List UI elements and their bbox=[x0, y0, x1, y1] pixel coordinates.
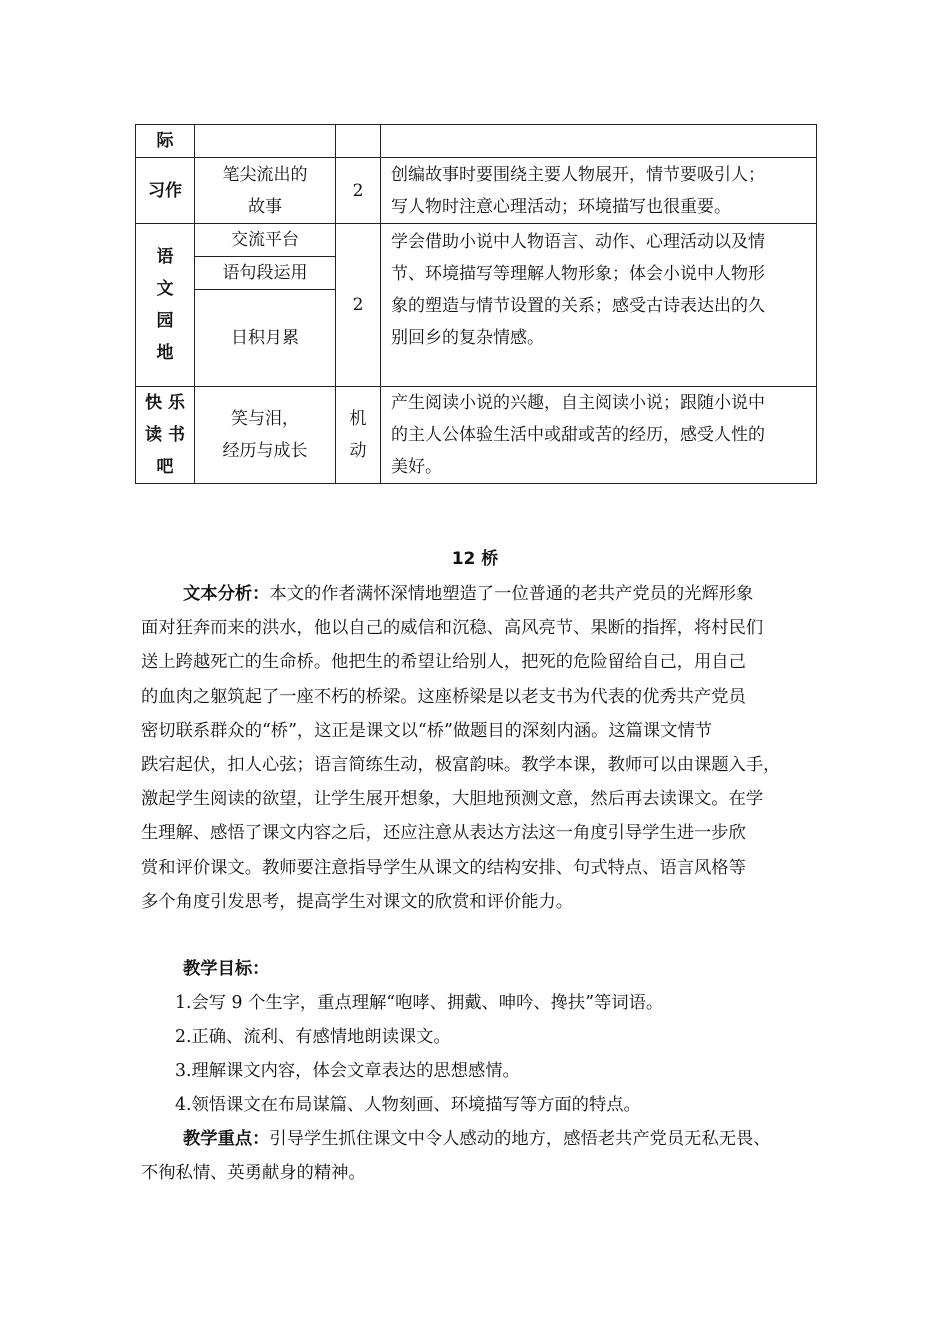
analysis-line bbox=[141, 577, 813, 611]
item-cell bbox=[195, 125, 336, 158]
analysis-line: 赏和评价课文。教师要注意指导学生从课文的结构安排、句式特点、语言风格等 bbox=[141, 857, 746, 878]
category-line: 读 书 bbox=[145, 425, 185, 445]
item-cell bbox=[195, 158, 336, 224]
goal-line: 产生阅读小说的兴趣，自主阅读小说；跟随小说中 bbox=[391, 393, 765, 413]
table-row bbox=[136, 387, 817, 484]
item-cell bbox=[195, 387, 336, 484]
goal-cell bbox=[381, 125, 817, 158]
analysis-line: 的血肉之躯筑起了一座不朽的桥梁。这座桥梁是以老支书为代表的优秀共产党员 bbox=[141, 686, 746, 707]
analysis-label: 文本分析： bbox=[183, 584, 270, 604]
goal-line: 别回乡的复杂情感。 bbox=[391, 328, 544, 348]
key-points bbox=[141, 1122, 813, 1190]
goal-item: 4.领悟课文在布局谋篇、人物刻画、环境描写等方面的特点。 bbox=[175, 1095, 641, 1115]
goals-heading: 教学目标： bbox=[183, 959, 270, 979]
category-char: 语 bbox=[156, 247, 174, 267]
hours-cell bbox=[336, 387, 381, 484]
analysis-line: 面对狂奔而来的洪水，他以自己的威信和沉稳、高风亮节、果断的指挥，将村民们 bbox=[141, 618, 764, 639]
goal-line: 节、环境描写等理解人物形象；体会小说中人物形 bbox=[391, 264, 765, 284]
analysis-line: 多个角度引发思考，提高学生对课文的欣赏和评价能力。 bbox=[141, 891, 574, 912]
lesson-title: 12 桥 bbox=[451, 549, 499, 569]
goal-item: 2.正确、流利、有感情地朗读课文。 bbox=[175, 1027, 451, 1047]
item-line: 笔尖流出的 bbox=[222, 164, 308, 185]
category-text: 习作 bbox=[148, 180, 182, 201]
text-analysis bbox=[141, 577, 813, 919]
item-line: 故事 bbox=[248, 196, 282, 217]
hours-cell: 2 bbox=[336, 158, 381, 224]
analysis-line: 生理解、感悟了课文内容之后，还应注意从表达方法这一角度引导学生进一步欣 bbox=[141, 823, 746, 844]
curriculum-table bbox=[135, 124, 817, 484]
goal-line: 象的塑造与情节设置的关系；感受古诗表达出的久 bbox=[391, 296, 765, 316]
goal-item: 3.理解课文内容，体会文章表达的思想感情。 bbox=[175, 1061, 520, 1081]
key-line bbox=[141, 1122, 813, 1156]
goal-line: 美好。 bbox=[391, 457, 442, 477]
hours-cell: 2 bbox=[336, 224, 381, 387]
category-cell bbox=[136, 387, 195, 484]
table-row bbox=[136, 125, 817, 158]
category-char: 地 bbox=[156, 343, 174, 363]
analysis-line: 激起学生阅读的欲望，让学生展开想象，大胆地预测文意，然后再去读课文。在学 bbox=[141, 789, 764, 810]
category-cell bbox=[136, 224, 195, 387]
goal-line: 写人物时注意心理活动；环境描写也很重要。 bbox=[391, 196, 731, 217]
item-cell: 语句段运用 bbox=[195, 257, 336, 290]
goal-item: 1.会写 9 个生字，重点理解“咆哮、拥戴、呻吟、搀扶”等词语。 bbox=[175, 993, 664, 1013]
item-cell: 交流平台 bbox=[195, 224, 336, 257]
hours-line: 机 bbox=[349, 409, 367, 429]
category-char: 文 bbox=[156, 279, 174, 299]
category-char: 园 bbox=[156, 311, 174, 331]
item-cell: 日积月累 bbox=[195, 290, 336, 387]
goal-cell bbox=[381, 224, 817, 387]
category-cell bbox=[136, 125, 195, 158]
analysis-line: 跌宕起伏，扣人心弦；语言简练生动，极富韵味。教学本课，教师可以由课题入手， bbox=[141, 755, 781, 776]
analysis-line: 送上跨越死亡的生命桥。他把生的希望让给别人，把死的危险留给自己，用自己 bbox=[141, 652, 746, 673]
item-line: 笑与泪， bbox=[231, 409, 299, 429]
key-text: 引导学生抓住课文中令人感动的地方，感悟老共产党员无私无畏、 bbox=[269, 1129, 771, 1149]
category-line: 快 乐 bbox=[145, 393, 185, 413]
goal-line: 创编故事时要围绕主要人物展开，情节要吸引人； bbox=[391, 164, 765, 185]
analysis-text: 本文的作者满怀深情地塑造了一位普通的老共产党员的光辉形象 bbox=[269, 584, 754, 604]
hours-cell bbox=[336, 125, 381, 158]
table-row bbox=[136, 224, 817, 257]
goal-line: 的主人公体验生活中或甜或苦的经历，感受人性的 bbox=[391, 425, 765, 445]
goal-cell bbox=[381, 158, 817, 224]
item-line: 经历与成长 bbox=[222, 441, 308, 461]
goal-cell bbox=[381, 387, 817, 484]
category-text: 际 bbox=[156, 131, 174, 151]
goal-line: 学会借助小说中人物语言、动作、心理活动以及情 bbox=[391, 232, 765, 252]
key-label: 教学重点： bbox=[183, 1129, 270, 1149]
category-cell bbox=[136, 158, 195, 224]
hours-line: 动 bbox=[349, 441, 367, 461]
key-line: 不徇私情、英勇献身的精神。 bbox=[141, 1163, 366, 1184]
analysis-line: 密切联系群众的“桥”，这正是课文以“桥”做题目的深刻内涵。这篇课文情节 bbox=[141, 720, 713, 741]
table-row bbox=[136, 158, 817, 224]
category-line: 吧 bbox=[156, 457, 174, 477]
